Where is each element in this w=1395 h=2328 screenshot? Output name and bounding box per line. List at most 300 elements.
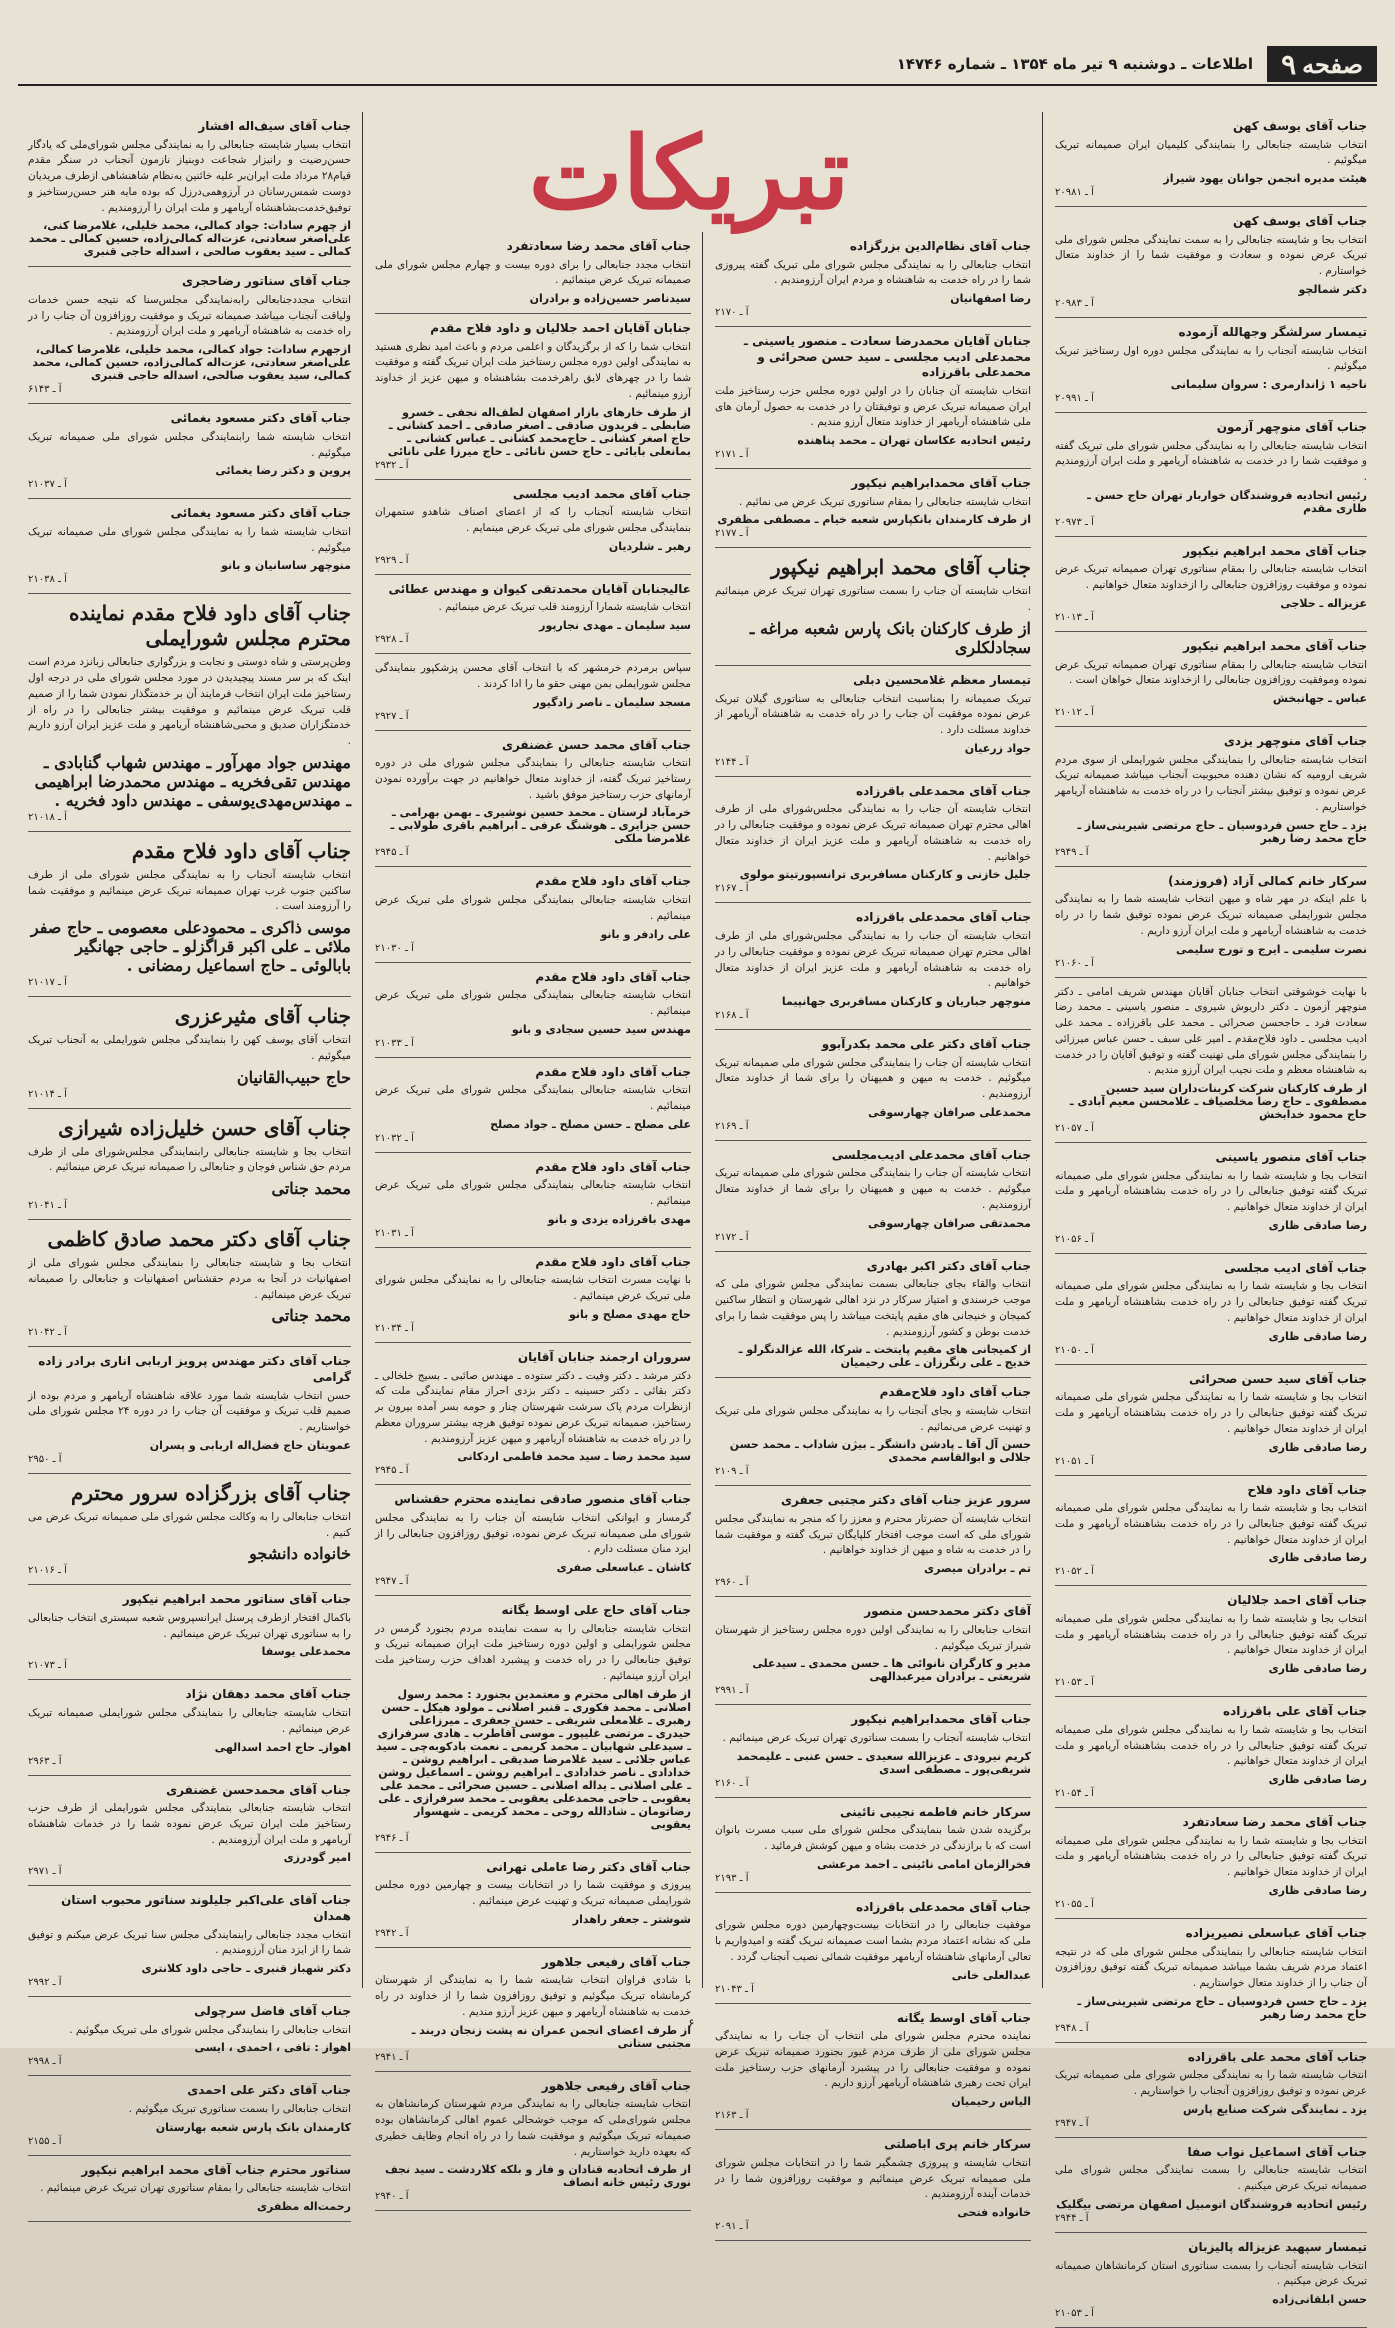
- notice-title: جناب آقای محمد ابراهیم نیکپور: [1183, 638, 1367, 653]
- notice-title: جنابان آقایان محمدرضا سعادت ـ منصور یاسینی ـ محمدعلی ادیب مجلسی ـ سید حسن صحرائی و محمدعلی باقرزاده: [743, 334, 1031, 380]
- notice-signature: خانواده دانشجو: [249, 1544, 351, 1564]
- section-banner: [360, 108, 1018, 238]
- notice-body: انتخاب شایسته شمارا آرزومند قلب تبریک عرض مینمائیم .: [438, 601, 691, 614]
- notice-code: آ ـ ۲۱۰۳۴: [375, 1322, 414, 1334]
- notice-signature: محمدعلی صرافان چهارسوقی: [868, 1105, 1031, 1119]
- notice-body: گرمسار و ایوانکی انتخاب شایسته آن جناب را به نمایندگی مجلس شورای ملی صمیمانه تبریک عرض نموده، توفیق روزافزون جنابعالی را از ایزد منان مسئلت دارم .: [375, 1511, 691, 1556]
- notice-title: جناب آقای دکتر اکبر بهادری: [866, 1258, 1031, 1273]
- notice-title: آقای دکتر محمدحسن منصور: [864, 1604, 1031, 1619]
- notice-body: انتخاب بجا و شایسته شما را به نمایندگی مجلس شورای ملی صمیمانه تبریک گفته توفیق جنابعالی را در راه خدمت بشاهنشاه آریامهر و ملت ایران از خداوند متعال خواهانیم .: [1055, 1280, 1367, 1324]
- notice-title: جناب آقای محمد ابراهیم نیکپور: [771, 555, 1031, 580]
- notice-signature: خانواده فتحی: [957, 2206, 1031, 2220]
- column-3: [365, 232, 701, 2203]
- notice-entry: [1055, 1919, 1367, 2043]
- notice-code: آ ـ ۲۱۰۵۷: [1055, 1123, 1094, 1134]
- notice-code: آ ـ ۲۱۰۵۳: [1055, 2308, 1094, 2320]
- notice-signature: عمویتان حاج فضل‌اله اربابی و پسران: [149, 1438, 351, 1452]
- notice-title: جناب آقای حسن خلیل‌زاده شیرازی: [58, 1115, 351, 1140]
- notice-code: آ ـ ۲۱۰۶۰: [1055, 957, 1094, 969]
- notice-code: آ ـ ۲۰۹۸۱: [1055, 187, 1094, 199]
- notice-body: انتخاب شایسته جنابعالی را بسمت نمایندگی مجلس شورای ملی صمیمانه تبریک عرض میکنیم .: [1055, 2164, 1367, 2193]
- notice-entry: [375, 1485, 691, 1596]
- notice-entry: [375, 232, 691, 314]
- notice-code: آ ـ ۲۱۰۳۸: [28, 574, 67, 586]
- notice-entry: [1055, 2043, 1367, 2138]
- column-2: [705, 232, 1041, 2233]
- notice-code: آ ـ ۲۱۶۷: [715, 883, 749, 895]
- notice-signature: از طرف اتحادیه قنادان و فاز و بلکه کلاردشت ـ سید نجف نوری رئیس خانه انصاف: [384, 2163, 691, 2190]
- notice-body: انتخاب شایسته آنجناب را که از اعضای اصناف شاهدو ستمهران بنمایندگی مجلس شورای ملی تبریک عرض مینمایم .: [375, 506, 691, 535]
- notice-code: آ ـ ۲۱۰۹: [715, 1466, 749, 1478]
- notice-signature: حاج مهدی مصلح و بانو: [568, 1307, 691, 1321]
- notice-body: با شادی فراوان انتخاب شایسته شما را به نمایندگی از شهرستان کرمانشاه تبریک میگوئیم و توفیق روزافزون شما را از خداوند در راه خدمت به شاهنشاه آریامهر و میهن عزیز آرزو مندیم .: [375, 1974, 691, 2018]
- notice-signature: مهندس سید حسین سجادی و بانو: [511, 1022, 691, 1036]
- notice-entry: [715, 2004, 1031, 2131]
- notice-code: آ ـ ۲۱۰۳۱: [375, 1227, 414, 1239]
- notice-entry: [28, 1220, 351, 1347]
- notice-signature: شوشتر ـ جعفر راهدار: [572, 1912, 691, 1926]
- notice-signature: علی مصلح ـ حسن مصلح ـ جواد مصلح: [490, 1117, 691, 1131]
- notice-signature: رهبر ـ شلردیان: [608, 539, 691, 553]
- notice-code: آ ـ ۲۱۰۴۳: [715, 1983, 754, 1995]
- notice-title: سناتور محترم جناب آقای محمد ابراهیم نیکپور: [81, 2162, 351, 2177]
- notice-title: جناب آقای محمد حسن غضنفری: [501, 737, 691, 752]
- notice-title: جناب آقای محمد علی باقرزاده: [1187, 2049, 1367, 2064]
- notice-signature: رضا صادقی ظاری: [1268, 1883, 1367, 1897]
- notice-signature: پروین و دکتر رضا یغمائی: [215, 464, 351, 478]
- notice-entry: [375, 1948, 691, 2072]
- notice-entry: [715, 1798, 1031, 1893]
- notice-title: جناب آقای رفیعی جلاهور: [541, 2078, 691, 2093]
- notice-title: جناب آقای محمدعلی باقرزاده: [855, 1899, 1031, 1914]
- notice-entry: [28, 2076, 351, 2155]
- notice-title: جناب آقای دکتر مسعود یغمائی: [170, 506, 351, 521]
- notice-body: انتخاب جنابعالی را به وکالت مجلس شورای ملی صمیمانه تبریک عرض می کنیم .: [28, 1510, 351, 1539]
- notice-body: انتخاب مجدد جنابعالی را برای دوره بیست و چهارم مجلس شورای ملی صمیمانه تبریک عرض مینمائیم .: [375, 258, 691, 287]
- notice-body: انتخاب شایسته جنابعالی بنمایندگی مجلس شورای ملی تبریک عرض مینمائیم .: [375, 989, 691, 1017]
- notice-code: آ ـ ۲۱۶۹: [715, 1120, 749, 1132]
- notice-code: آ ـ ۲۹۴۴: [1055, 2212, 1089, 2224]
- notice-code: آ ـ ۲۱۰۳۲: [375, 1132, 414, 1144]
- notice-title: جناب آقای محمدعلی باقرزاده: [855, 783, 1031, 798]
- notice-body: انتخاب بجا و شایسته شما را به نمایندگی مجلس شورای ملی صمیمانه تبریک گفته توفیق جنابعالی را در راه خدمت بشاهنشاه آریامهر و ملت ایران از خداوند متعال خواهانیم .: [1055, 1723, 1367, 1768]
- notice-entry: [1055, 1365, 1367, 1476]
- notice-title: جناب آقای اوسط یگانه: [896, 2010, 1031, 2025]
- notice-signature: کریم نیرودی ـ عزیزالله سعیدی ـ حسن عنبی ـ علیمحمد شریفی‌پور ـ مصطفی اسدی: [736, 1749, 1031, 1776]
- notice-title: جناب آقای سناتور محمد ابراهیم نیکپور: [122, 1592, 351, 1607]
- notice-body: انتخاب شایسته جنابعالی را بمقام سناتوری تهران صمیمانه تبریک عرض نموده و موفقیت روزافزون جنابعالی را ازخداوند متعال خواهانیم .: [1055, 563, 1367, 592]
- notice-entry: [1055, 112, 1367, 207]
- notice-code: آ ـ ۲۹۴۷: [375, 1576, 409, 1588]
- notice-body: انتخاب شایسته جنابعالی را به نمایندگی مردم شهرستان کرمانشاهان به مجلس شورای‌ملی که موجب خوشحالی عموم اهالی کرمانشاهان بوده صمیمانه تبریک میگوئیم و موفقیت شما را در راه انجام وظایف خطیری که بعهده دارید خواستاریم .: [375, 2098, 691, 2158]
- notice-signature: حاج حبیب‌القانیان: [236, 1067, 351, 1087]
- notice-code: آ ـ ۲۹۳۲: [375, 459, 409, 471]
- notice-entry: [375, 1248, 691, 1343]
- notice-signature: سیدناصر حسین‌زاده و برادران: [529, 292, 691, 306]
- notice-body: دکتر مرشد ـ دکتر وفیت ـ دکتر ستوده ـ مهندس صائبی ـ بسیج خلخالی ـ دکتر بقائی ـ دکتر حسینیه ـ دکتر بزدی احراز مقام نمایندگی ملت که ازنظرات مردم پاک سرشت شهرستان چنار و حومه بسر آمده بیرون بر رستاخیز، صمیمانه تبریک عرض نموده توفیق هرچه بیشتر سروران معظم را در راه خدمت به شاهنشاه آریامهر و میهن عزیز آرزومندیم .: [375, 1369, 691, 1445]
- notice-body: انتخاب شایسته آنجناب را بسمت سناتوری تهران تبریک عرض مینمائیم .: [722, 1731, 1031, 1744]
- notice-code: آ ـ ۲۱۰۴۲: [28, 1327, 67, 1339]
- notice-code: آ ـ ۲۱۷۱: [715, 449, 749, 461]
- notice-body: انتخاب جنابعالی را بنمایندگی مجلس شورای ملی تبریک میگوئیم .: [69, 2023, 351, 2036]
- notice-title: جناب آقای سید حسن صحرائی: [1188, 1371, 1367, 1386]
- notice-body: انتخاب بجا و شایسته جنابعالی را به سمت نمایندگی مجلس شورای ملی تبریک عرض نموده و سعادت و موفقیت شما را از خداوند متعال خواستارم .: [1055, 233, 1367, 278]
- page-word: صفحه: [1302, 49, 1363, 79]
- notice-entry: [715, 1705, 1031, 1797]
- notice-signature: ازجهرم سادات: جواد کمالی، محمد خلیلی، غلامرضا کمالی، علی‌اصغر سعادتی، عزت‌اله کمالی‌زاده، حسین کمالی، محمد کمالی، سید یعقوب صالحی، اسداله حاجی قنبری: [32, 343, 351, 383]
- notice-title: جناب آقای دکتر مهندس پرویز اربابی اناری برادر زاده گرامی: [38, 1354, 351, 1384]
- notice-body: انتخاب شایسته آنجناب را بسمت سناتوری استان کرمانشاهان صمیمانه تبریک عرض میکنیم .: [1055, 2259, 1367, 2288]
- notice-body: انتخاب شایسته جنابعالی را بمقام سناتوری تهران تبریک عرض مینمائیم .: [40, 2182, 351, 2195]
- notice-code: آ ـ ۲۹۴۸: [1055, 2022, 1089, 2034]
- notice-code: آ ـ ۲۱۰۱۶: [28, 1565, 67, 1577]
- notice-body: انتخاب شایسته آنجناب را به نمایندگی مجلس دوره اول رستاخیز تبریک میگوئیم .: [1055, 344, 1367, 373]
- notice-code: آ ـ ۲۱۰۳۰: [375, 942, 414, 954]
- notice-title: جناب آقای محمدابراهیم نیکپور: [851, 476, 1031, 491]
- notice-body: انتخاب شایسته جنابعالی را بنمایندگی کلیمیان ایران صمیمانه تبریک میگوئیم .: [1055, 138, 1367, 167]
- notice-title: جناب آقای داود فلاح مقدم: [131, 838, 351, 863]
- notice-signature: خرمآباد لرستان ـ محمد حسین نوشیری ـ بهمن بهرامی ـ حسن جزایری ـ هوشنگ عرفی ـ ابراهیم باقری طولابی ـ غلامرضا ملکی: [390, 806, 691, 846]
- notice-title: جناب آقای داود فلاح مقدم: [535, 1254, 691, 1269]
- notice-body: انتخاب شایسته آن جناب را به نمایندگی مجلس‌شورای ملی از طرف اهالی محترم تهران صمیمانه تبریک عرض نموده و موفقیت جنابعالی را در راه خدمت به شاهنشاه آریامهر و ملت عزیز ایران از خداوند متعال خواهانیم .: [715, 803, 1031, 863]
- notice-title: جناب آقای سیف‌اله افشار: [198, 119, 351, 133]
- notice-title: جناب آقای اسماعیل نواب صفا: [1187, 2144, 1367, 2159]
- notice-signature: حسن آل آقا ـ پادشن دانشگر ـ بیژن شاداب ـ محمد حسن جلالی و ابوالقاسم محمدی: [729, 1438, 1031, 1465]
- notice-title: جناب آقای منوچهر یزدی: [1223, 734, 1367, 749]
- notice-signature: هیئت مدیره انجمن جوانان یهود شیراز: [1163, 172, 1367, 186]
- notice-body: انتخاب شایسته جنابعالی را بمقام سناتوری تبریک عرض می نمائیم .: [738, 495, 1031, 508]
- notice-entry: [715, 1378, 1031, 1486]
- notice-entry: [715, 2130, 1031, 2241]
- notice-signature: مدیر و کارگران نانوائی ها ـ حسن محمدی ـ سیدعلی شریعتی ـ برادران میرعبدالهی: [752, 1657, 1031, 1684]
- column-4: [18, 112, 361, 2214]
- notice-title: جناب آقای محمدعلی باقرزاده: [855, 910, 1031, 925]
- notice-title: جناب آقای حاج علی اوسط یگانه: [501, 1603, 691, 1618]
- notice-title: جناب آقای محمدابراهیم نیکپور: [851, 1712, 1031, 1727]
- notice-signature: دکتر شهباز قنبری ـ حاجی داود کلانتری: [141, 1962, 351, 1976]
- notice-entry: [1055, 318, 1367, 413]
- notice-signature: از طرف اعضای انجمن عمران نه پشت زنجان دربند ـ مجتبی ستانی: [411, 2023, 691, 2050]
- notice-body: انتخاب جنابعالی را بسمت سناتوری تبریک میگوئیم .: [128, 2102, 351, 2115]
- notice-entry: [1055, 1586, 1367, 1697]
- notice-code: آ ـ ۲۱۰۳۷: [28, 479, 67, 491]
- notice-entry: [375, 731, 691, 868]
- notice-body: انتخاب مجدد جنابعالی رابنمایندگی مجلس سنا تبریک عرض میکنم و توفیق شما را از ایزد منان آرزومندیم .: [28, 1928, 351, 1957]
- notice-entry: [1055, 632, 1367, 727]
- notice-signature: رضا صادقی ظاری: [1268, 1218, 1367, 1232]
- notice-title: عالیجنابان آقایان محمدتقی کیوان و مهندس عطائی: [388, 581, 691, 596]
- notice-signature: عزیزاله ـ حلاجی: [1280, 596, 1367, 610]
- notice-body: انتخاب شایسته آن جناب را بنمایندگی مجلس شورای ملی صمیمانه تبریک میگوئیم . خدمت به میهن و همیهنان را برای شما از خداوند متعال آرزومندیم .: [715, 1056, 1031, 1101]
- notice-title: جناب آقای داود فلاح مقدم: [535, 1159, 691, 1174]
- notice-signature: رئیس اتحادیه عکاسان تهران ـ محمد پناهنده: [797, 434, 1031, 448]
- notice-body: انتخاب بجا و شایسته جنابعالی رابنمایندگی مجلس‌شورای ملی از طرف مردم حق شناس فوجان و جنابعالی را صمیمانه تبریک عرض مینمائیم .: [28, 1145, 351, 1174]
- notice-code: آ ـ ۲۰۹۸۳: [1055, 297, 1094, 309]
- notice-body: باکمال افتخار ازطرف پرسنل ایرانسپروس شعبه سیستری انتخاب جنابعالی را به سناتوری تهران تبریک عرض مینمائیم .: [28, 1611, 351, 1640]
- notice-title: جناب آقای داود فلاح‌مقدم: [879, 1385, 1031, 1400]
- notice-body: انتخاب آقای یوسف کهن را بنمایندگی مجلس شورایملی به آنجناب تبریک میگوئیم .: [28, 1034, 351, 1062]
- notice-signature: منوچهر ساسانیان و بانو: [221, 559, 351, 573]
- notice-entry: [1055, 1143, 1367, 1254]
- notice-body: انتخاب بجا و شایسته شما را به نمایندگی مجلس شورای ملی صمیمانه تبریک گفته توفیق جنابعالی را در راه خدمت بشاهنشاه آریامهر و ملت ایران از خداوند متعال خواهانیم .: [1055, 1391, 1367, 1435]
- issue-info: اطلاعات ـ دوشنبه ۹ تیر ماه ۱۳۵۴ ـ شماره ۱۴۷۴۶: [896, 55, 1254, 73]
- notice-title: جناب آقای فاضل سرچولی: [194, 2004, 351, 2019]
- notice-title: سرور عزیز جناب آقای دکتر مجتبی جعفری: [781, 1493, 1031, 1508]
- notice-signature: یزد ـ حاج حسن فردوسیان ـ حاج مرتضی شیرینی‌ساز ـ حاج محمد رضا رهبر: [1077, 818, 1367, 845]
- notice-code: آ ـ ۲۱۰۴۱: [28, 1200, 67, 1212]
- notice-body: با علم اینکه در مهر شاه و میهن انتخاب شایسته شما را به نمایندگی مجلس شورایملی صمیمانه تبریک عرض نموده توفیق شما را در راه خدمت به شاهنشاه آریامهر و ملت ایران آرزو داریم .: [1055, 893, 1367, 937]
- notice-entry: [715, 1030, 1031, 1141]
- notice-body: انتخاب شایسته آن جناب را بسمت سناتوری تهران تبریک عرض مینمائیم .: [715, 585, 1031, 614]
- notice-body: تبریک صمیمانه را بمناسبت انتخاب جنابعالی به سناتوری گیلان تبریک عرض نموده موفقیت آن جناب را در راه خدمت به شاهنشاه آریامهر از خداوند مسئلت دارد .: [715, 692, 1031, 737]
- notice-signature: تم ـ برادران میصری: [924, 1562, 1031, 1576]
- notice-body: انتخاب شایسته و بجای آنجناب را به نمایندگی مجلس شورای ملی تبریک و تهنیت عرض می‌نمائیم .: [715, 1404, 1031, 1433]
- notice-code: آ ـ ۲۱۴۴: [715, 756, 749, 768]
- notice-signature: رضا صادقی ظاری: [1268, 1551, 1367, 1565]
- notice-body: انتخاب شایسته جنابعالی بنمایندگی مجلس شورای ملی تبریک عرض مینمائیم .: [375, 1179, 691, 1208]
- notice-entry: [28, 1347, 351, 1473]
- notice-entry: [28, 112, 351, 267]
- notice-code: آ ـ ۲۱۰۵۱: [1055, 1455, 1094, 1467]
- notice-entry: [375, 867, 691, 962]
- notice-title: جناب آقای داود فلاح: [1247, 1482, 1367, 1497]
- notice-signature: امیر گودرزی: [283, 1851, 351, 1865]
- notice-signature: رضا صادقی ظاری: [1268, 1773, 1367, 1787]
- notice-body: انتخاب شایسته شما را به نمایندگی مجلس شورای ملی صمیمانه تبریک عرض نموده و توفیق روزافزون آنجناب را خواستاریم .: [1055, 2069, 1367, 2098]
- notice-title: جناب آقای دکتر علی محمد بکدرآبوو: [821, 1037, 1031, 1051]
- notice-entry: [1055, 413, 1367, 537]
- notice-body: انتخاب بجا و شایسته شما را به نمایندگی مجلس شورای ملی صمیمانه تبریک گفته توفیق جنابعالی را در راه خدمت بشاهنشاه آریامهر و ملت ایران از خداوند متعال خواهانیم .: [1055, 1612, 1367, 1657]
- notice-body: انتخاب شایسته آن جنابان را در اولین دوره مجلس حزب رستاخیز ملت ایران صمیمانه تبریک عرض و توفیقتان را در خدمت به حصول آرمان های ملی شاهنشاه آریامهر از خداوند متعال آرزو مندیم .: [715, 384, 1031, 429]
- notice-signature: محمد جناتی: [271, 1306, 351, 1326]
- notice-signature: از طرف اهالی محترم و معتمدین بجنورد : محمد رسول اصلانی ـ محمد فکوری ـ قنبر اصلانی ـ مولود هیکل ـ حسن رهبری ـ غلامعلی شریفی ـ حسن جعفری ـ میرزاعلی حیدری ـ مرتضی غلیپور ـ موسی آقاطرب ـ هادی سرفرازی ـ سیدعلی شهابیان ـ محمد کریمی ـ نعمت بادکوبه‌چی ـ سید عباس جلائی ـ سید غلامرضا صدیقی ـ ابراهیم روشن ـ خدادادی ـ ناصر خدادادی ـ ابراهیم روشن ـ اسماعیل روشن ـ علی اصلانی ـ یداله اصلانی ـ حسین صحرائی ـ محمد علی یعقوبی ـ حاجی محمدعلی یعقوبی ـ محمد سرفرازی ـ علی رضاتومان ـ شادالله روحی ـ محمد کریمی ـ شهسوار یعقوبی: [376, 1687, 691, 1831]
- notice-title: جناب آقای داود فلاح مقدم: [535, 874, 691, 889]
- notice-body: انتخاب شایسته جنابعالی را بنمایندگی مجلس شورایملی صمیمانه تبریک عرض مینمائیم .: [28, 1707, 351, 1735]
- page-number: ۹: [1281, 47, 1297, 81]
- notice-signature: سید سلیمان ـ مهدی نجارپور: [539, 619, 691, 633]
- notice-body: انتخاب جنابعالی را به نمایندگی مجلس شورای ملی تبریک گفته پیروزی شما را در راه خدمت به شاهنشاه و مردم ایران آرزومندیم .: [715, 258, 1031, 287]
- notice-title: جناب آقای یوسف کهن: [1233, 119, 1367, 133]
- notice-body: انتخاب شایسته شما را به نمایندگی مجلس شورای ملی صمیمانه تبریک میگوئیم .: [28, 525, 351, 554]
- notice-body: انتخاب شایسته و پیروزی چشمگیر شما را در انتخابات مجلس شورای ملی صمیمانه تبریک عرض مینمائیم و موفقیت روزافزون شما را در خدمات آینده آرزومندیم .: [715, 2156, 1031, 2201]
- notice-code: آ ـ ۲۱۰۱۳: [1055, 611, 1094, 623]
- notice-entry: [28, 1776, 351, 1887]
- notice-title: جناب آقای بزرگزاده سرور محترم: [71, 1480, 351, 1505]
- notice-entry: [28, 1109, 351, 1221]
- notice-code: آ ـ ۲۱۰۱۲: [1055, 707, 1094, 719]
- notice-code: آ ـ ۲۱۰۱۴: [28, 1088, 67, 1100]
- footer-mark: ۶: [688, 2016, 695, 2030]
- notice-title: تیمسار سرلشگر وجهالله آزموده: [1178, 324, 1367, 339]
- notice-title: جنابان آقایان احمد جلالیان و داود فلاح مقدم: [430, 321, 691, 336]
- notice-code: آ ـ ۲۱۰۵۴: [1055, 1788, 1094, 1800]
- notice-body: با نهایت خوشوقتی انتخاب جنابان آقایان مهندس شریف امامی ـ دکتر منوچهر آزمون ـ دکتر داریوش شیروی ـ منصور یاسینی ـ محمد رضا سعادت فرد ـ حاجحسن صحرائی ـ محمد علی باقرزاده ـ محمد علی ادیب مجلسی ـ داود فلاح‌مقدم ـ امیر علی سبف ـ حسن عباس میرزائی را بنمایندگی مجلس شورای ملی تهنیت گفته و توفیق آقایان را در خدمت به شاهنشاه معظم و ملت نجیب ایران آرزو مندیم .: [1055, 985, 1367, 1077]
- notice-entry: [28, 499, 351, 594]
- notice-code: آ ـ ۲۱۰۳۳: [375, 1037, 414, 1049]
- notice-entry: [375, 575, 691, 654]
- notice-code: آ ـ ۲۰۹۹۱: [1055, 393, 1094, 405]
- notice-entry: [375, 1153, 691, 1248]
- notice-entry: [715, 232, 1031, 327]
- notice-code: آ ـ ۲۹۷۱: [28, 1866, 62, 1878]
- notice-code: آ ـ ۶۱۴۳: [28, 384, 62, 396]
- notice-signature: جلیل خازنی و کارکنان مسافربری ترانسپورتیتو مولوی: [739, 868, 1031, 882]
- notice-title: سرکار خانم پری اباصلتی: [884, 2137, 1031, 2152]
- notice-title: جناب آقای سناتور رضاحجری: [181, 274, 351, 289]
- notice-body: نماینده محترم مجلس شورای ملی انتخاب آن جناب را به نمایندگی مجلس شورای ملی از طرف مردم غیور بجنورد صمیمانه تبریک عرض نموده و موفقیت جنابعالی را در پیشبرد آرمانهای حزب رستاخیز ملت ایران تحت رهبری شاهنشاه آریامهر آرزو داریم .: [715, 2030, 1031, 2090]
- notice-entry: [1055, 2138, 1367, 2233]
- notice-title: جناب آقای دکتر محمد صادق کاظمی: [47, 1227, 351, 1252]
- notice-entry: [715, 548, 1031, 666]
- notice-code: آ ـ ۲۱۷۰: [715, 307, 749, 319]
- notice-signature: از کمیجانی های مقیم پایتخت ـ شرکا، الله عزالدنگرلو ـ خدیج ـ علی رنگرزان ـ علی رحیمیان: [738, 1343, 1031, 1370]
- notice-entry: [715, 1597, 1031, 1705]
- notice-signature: رضا اصفهانیان: [950, 292, 1031, 306]
- notice-entry: [715, 1141, 1031, 1252]
- notice-title: جناب آقای محمدحسن غضنفری: [166, 1782, 351, 1797]
- notice-title: جناب آقای دکتر علی احمدی: [187, 2083, 351, 2098]
- notice-body: برگزیده شدن شما بنمایندگی مجلس شورای ملی سبب مسرت بانوان است که با برازندگی در خدمت بشاه و میهن کوشش فرمائید .: [715, 1824, 1031, 1852]
- notice-entry: [1055, 537, 1367, 632]
- notice-body: انتخاب بسیار شایسته جنابعالی را به نمایندگی مجلس شورای‌ملی که یادگار حسن‌رضیت و رانیزار شجاعت دوبنیاز نازمون آنجناب در سنگر مقدم قیام۲۸ مرداد ملت ایران‌بر علیه خائنین به‌نظام شاهنشاهی ازطرف مریدیان دوست شمس‌رسانان در آرزوهمی‌درزل که بوده مایه هنر حسن‌رستاخیز و توفیق‌خدمت‌بشاهنشاه آریامهر و ملت ایران را آرزومندیم .: [28, 138, 351, 214]
- notice-code: آ ـ ۲۹۹۲: [28, 1977, 62, 1989]
- notice-body: انتخاب شایسته جنابعالی را بنمایندگی مجلس شورای ملی در دوره رستاخیز تبریک گفته، از خداوند متعال خواهانیم در جهت برآورده نمودن آرمانهای حزب رستاخیز موفق باشید .: [375, 757, 691, 801]
- notice-title: جناب آقای ادیب مجلسی: [1224, 1260, 1367, 1275]
- notice-code: آ ـ ۲۹۹۸: [28, 2056, 62, 2068]
- notice-entry: [28, 1680, 351, 1775]
- notice-title: جناب آقای احمد جلالیان: [1227, 1593, 1367, 1608]
- notice-entry: [375, 2072, 691, 2212]
- notice-code: آ ـ ۲۹۶۳: [28, 1755, 62, 1767]
- notice-signature: مهدی باقرزاده یزدی و بانو: [547, 1212, 691, 1226]
- notice-signature: رئیس اتحادیه فروشندگان اتومبیل اصفهان مرتضی بیگلیک: [1056, 2197, 1367, 2211]
- notice-entry: [28, 1585, 351, 1680]
- notice-title: جناب آقای رفیعی جلاهور: [541, 1954, 691, 1969]
- notice-signature: دکتر شمالچو: [1298, 282, 1367, 296]
- notice-signature: الیاس رحیمیان: [951, 2095, 1031, 2109]
- notice-signature: سید محمد رضا ـ سید محمد فاطمی اردکانی: [457, 1450, 691, 1464]
- notice-signature: یزد ـ نمایندگی شرکت صنایع پارس: [1182, 2102, 1367, 2116]
- notice-title: تیمسار سپهبد عزیزاله پالیزبان: [1188, 2239, 1367, 2254]
- notice-entry: [28, 267, 351, 404]
- notice-code: آ ـ ۲۹۴۶: [375, 1832, 409, 1844]
- notice-signature: کاشان ـ عباسعلی صفری: [556, 1561, 691, 1575]
- notice-body: انتخاب شایسته جنابعالی را بنمایندگی مجلس شورایملی از سوی مردم شریف ارومیه که نشان دهنده محبوبیت آنجناب میباشد صمیمانه تبریک عرض نموده و توفیق بیشتر آنجناب را در راه خدمت به شاهنشاه آریامهر خواستاریم .: [1055, 753, 1367, 813]
- notice-body: حسن انتخاب شایسته شما مورد علاقه شاهنشاه آریامهر و مردم بوده از صمیم قلب تبریک و موفقیت آن جناب را در دوره ۲۴ مجلس شورای ملی خواستاریم .: [28, 1389, 352, 1434]
- notice-code: آ ـ ۲۱۰۵۳: [1055, 1677, 1094, 1689]
- notice-body: پیروزی و موفقیت شما را در انتخابات بیست و چهارمین دوره مجلس شورایملی صمیمانه تبریک و تهنیت عرض مینمائیم .: [375, 1879, 691, 1908]
- notice-title: جناب آقای یوسف کهن: [1233, 214, 1367, 229]
- notice-signature: از چهرم سادات: جواد کمالی، محمد خلیلی، غلامرضا کنی، علی‌اصغر سعادتی، عزت‌اله کمالی‌زاده، حسین کمالی ـ محمد کمالی ـ سید یعقوب صالحی ، اسداله حاجی قنبری: [28, 219, 351, 259]
- notice-code: آ ـ ۲۰۹۱: [715, 2221, 749, 2233]
- notice-body: انتخاب بجا و شایسته شما را به نمایندگی مجلس شورای ملی صمیمانه تبریک گفته توفیق جنابعالی را در راه خدمت بشاهنشاه آریامهر و ملت ایران از خداوند متعال خواهانیم .: [1055, 1834, 1367, 1879]
- notice-entry: [715, 903, 1031, 1030]
- notice-body: انتخاب شما را که از برگزیدگان و اعلمی مردم و باعث امید نظری هستید به نمایندگی اولین دوره مجلس رستاخیز ملت ایران تبریک گفته و موفقیت شما را در چهرهای لایق راهرخدمت بشاهنشاه و میهن عزیز از خداوند آرزو مینمائیم .: [375, 340, 691, 400]
- notice-signature: فخرالزمان امامی نائینی ـ احمد مرعشی: [816, 1857, 1031, 1871]
- notice-body: انتخاب شایسته جنابعالی بنمایندگی مجلس شورای ملی تبریک عرض مینمائیم .: [375, 1084, 691, 1112]
- notice-signature: رضا صادقی ظاری: [1268, 1662, 1367, 1676]
- notice-entry: [715, 777, 1031, 904]
- notice-body: انتخاب شایسته جنابعالی بنمایندگی مجلس شورایملی از طرف حزب رستاخیز ملت ایران تبریک عرض نموده شما را در خدمات شاهنشاه آریامهر و ملت ایران آرزومندیم .: [28, 1802, 351, 1846]
- notice-body: انتخاب والقاء بجای جنابعالی بسمت نمایندگی مجلس شورای ملی که موجب خرسندی و امتیاز سرکار در نزد اهالی شهرستان و انتظار ساکنین کمیجان و خنیجانی های مقیم پایتخت میباشد را پس موفقیت شما را برای خدمت بوطن و کشور آرزومندیم .: [715, 1278, 1031, 1338]
- notice-signature: ناحیه ۱ ژاندارمری : سروان سلیمانی: [1170, 378, 1367, 392]
- notice-signature: محمد جناتی: [271, 1179, 351, 1199]
- notice-entry: [28, 404, 351, 499]
- notice-code: آ ـ ۲۱۰۱۷: [28, 977, 67, 989]
- notice-code: آ ـ ۲۱۷۲: [715, 1231, 749, 1243]
- notice-title: سروران ارجمند جنابان آقایان: [517, 1349, 691, 1364]
- notice-title: جناب آقای مثیرعزری: [174, 1004, 351, 1029]
- notice-title: جناب آقای محمد رضا سعادتفرد: [1182, 1815, 1367, 1830]
- notice-signature: عباس ـ جهانبخش: [1272, 692, 1367, 706]
- page-header: [18, 44, 1377, 86]
- notice-code: آ ـ ۲۹۴۵: [375, 847, 409, 859]
- notice-entry: [715, 1252, 1031, 1379]
- notice-entry: [1055, 978, 1367, 1144]
- notice-title: سرکار خانم فاطمه نجیبی نائینی: [840, 1804, 1031, 1819]
- notice-code: آ ـ ۲۱۰۵۰: [1055, 1344, 1094, 1356]
- notice-code: آ ـ ۲۱۶۰: [715, 1777, 749, 1789]
- notice-title: جناب آقای علی باقرزاده: [1223, 1704, 1367, 1719]
- notice-code: آ ـ ۲۹۴۹: [1055, 846, 1089, 858]
- notice-signature: از طرف کارکنان بانک پارس شعبه مراغه ـ سجادلکلری: [749, 618, 1031, 657]
- notice-code: آ ـ ۲۱۷۷: [715, 528, 749, 540]
- notice-title: تیمسار معظم غلامحسین دبلی: [853, 672, 1031, 687]
- notice-title: جناب آقای نظام‌الدین بزرگزاده: [849, 239, 1031, 253]
- notice-signature: رضا صادقی ظاری: [1268, 1440, 1367, 1454]
- banner-title: تبریکات: [528, 114, 850, 232]
- notice-code: آ ـ ۲۱۰۵۲: [1055, 1566, 1094, 1578]
- notice-entry: [375, 1596, 691, 1853]
- notice-code: آ ـ ۲۹۲۷: [375, 710, 409, 722]
- notice-title: سرکار خانم کمالی آزاد (فروزمند): [1168, 873, 1367, 888]
- notice-code: آ ـ ۲۹۴۷: [1055, 2117, 1089, 2129]
- notice-entry: [1055, 2233, 1367, 2328]
- notice-title: جناب آقای منصور صادقی نماینده محترم حقشناس: [394, 1492, 691, 1507]
- notice-title: جناب آقای داود فلاح مقدم نماینده محترم مجلس شورایملی: [69, 601, 351, 651]
- notice-code: آ ـ ۲۱۶۸: [715, 1010, 749, 1021]
- notice-title: جناب آقای داود فلاح مقدم: [535, 1064, 691, 1079]
- notice-body: انتخاب شایسته جنابعالی را به نمایندگی مجلس شورای ملی تبریک گفته و موفقیت شما را در خدمت به شاهنشاه آریامهر و ملت ایران آرزومندیم .: [1055, 439, 1367, 484]
- notice-code: آ ـ ۲۹۴۲: [375, 1927, 409, 1939]
- notice-entry: [715, 1486, 1031, 1597]
- notice-body: انتخاب شایسته آن جناب را بنمایندگی مجلس شورای ملی صمیمانه تبریک میگوئیم . خدمت به میهن و همیهنان را برای شما از خداوند متعال آرزومندیم .: [715, 1167, 1031, 1211]
- notice-code: آ ـ ۲۹۴۵: [375, 1465, 409, 1477]
- notice-title: جناب آقای داود فلاح مقدم: [535, 969, 691, 984]
- notice-title: جناب آقای علی‌اکبر جلیلوند سناتور محبوب استان همدان: [61, 1893, 351, 1923]
- notice-signature: علی رادفر و بانو: [600, 927, 691, 941]
- notice-signature: منوچهر جباریان و کارکنان مسافربری جهانپیما: [781, 995, 1031, 1008]
- notice-signature: نصرت سلیمی ـ ایرج و تورج سلیمی: [1175, 942, 1367, 956]
- notice-entry: [375, 1853, 691, 1948]
- notice-body: سپاس برمردم خرمشهر که با انتخاب آقای محسن پزشکپور بنمایندگی مجلس شورایملی بمن مهنی حقو ما را ادا کردند .: [375, 662, 691, 690]
- notice-code: آ ـ ۲۱۰۱۸: [28, 811, 67, 823]
- notice-signature: رحمت‌اله مظفری: [256, 2200, 351, 2214]
- notice-body: انتخاب شایسته آن حضرتار محترم و معزز را که منجر به نمایندگی مجلس شورای ملی که است موجب افتخار کلپایگان تبریک گفته و موفقیت شما را در خدمت به شاه و میهن از خداوند خواهانیم .: [715, 1512, 1031, 1557]
- notice-entry: [28, 1997, 351, 2076]
- notice-body: انتخاب شایسته آن جناب را به نمایندگی مجلس‌شورای ملی از طرف اهالی محترم تهران صمیمانه تبریک عرض نموده و موفقیت جنابعالی را در راه خدمت به شاهنشاه آریامهر و ملت عزیز ایران از خداوند متعال خواهانیم .: [715, 930, 1031, 990]
- notice-title: جناب آقای منصور یاسینی: [1215, 1150, 1367, 1164]
- notice-title: جناب آقای دکتر مسعود بغمائی: [170, 411, 351, 426]
- notice-entry: [28, 594, 351, 832]
- notice-title: جناب آقای منوچهر آزمون: [1216, 420, 1367, 435]
- notice-signature: از طرف کارمندان بانکپارس شعبه خیام ـ مصطفی مظفری: [717, 513, 1031, 527]
- notice-entry: [1055, 1254, 1367, 1365]
- notice-entry: [375, 1058, 691, 1153]
- notice-signature: از طرف خارهای بازار اصفهان لطف‌اله نجفی ـ خسرو ضابطی ـ فریدون صادقی ـ اصغر صادقی ـ احمد کشانی ـ حاج اصغر کشانی ـ حاج‌محمد کشانی ـ عباس کشانی ـ بمانعلی بابائی ـ حاج حسن نانائی ـ حاج میرزا علی نانائی: [387, 405, 691, 458]
- notice-entry: [1055, 1697, 1367, 1808]
- notice-entry: [1055, 867, 1367, 978]
